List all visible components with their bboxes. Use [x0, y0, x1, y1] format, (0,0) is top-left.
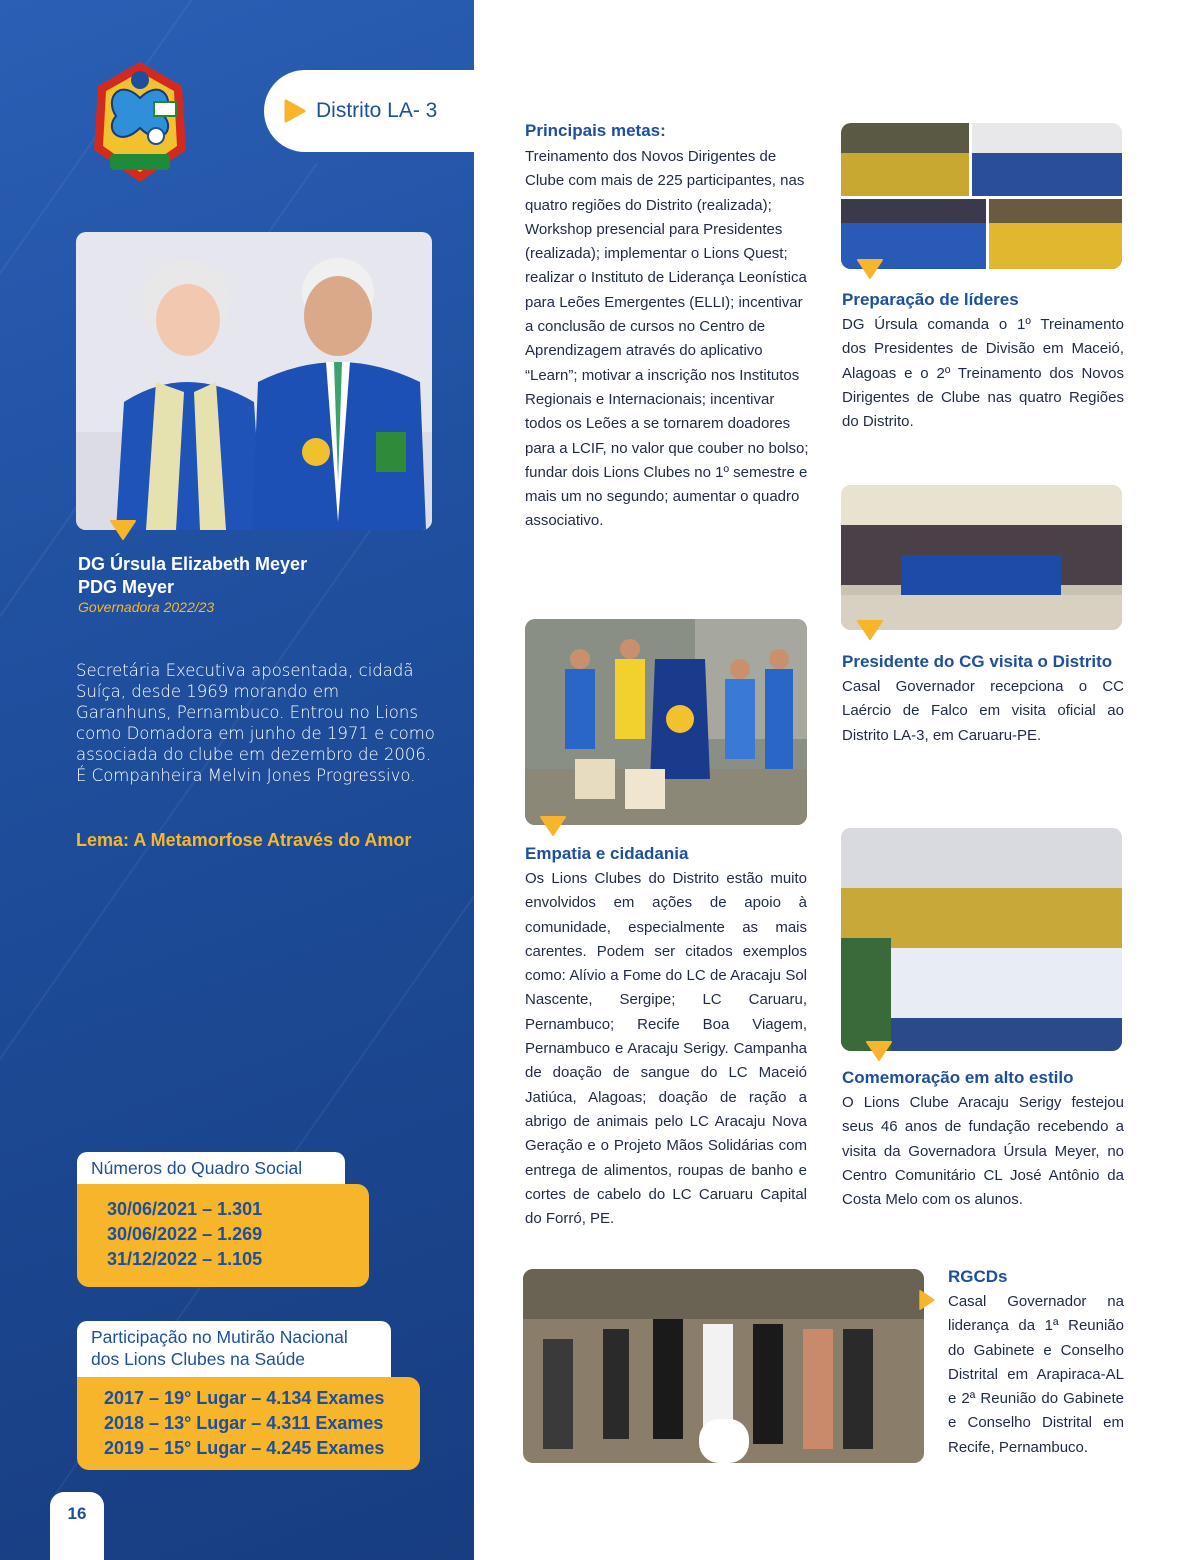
membership-title: Números do Quadro Social — [77, 1152, 345, 1186]
training-photo-collage — [841, 123, 1122, 269]
membership-row: 30/06/2022 – 1.269 — [107, 1224, 263, 1244]
caption-pointer-icon — [540, 816, 566, 836]
rgcds-title: RGCDs — [948, 1267, 1008, 1286]
goals-text: Treinamento dos Novos Dirigentes de Clube com mais de 225 participantes, nas quatro regiões do Distrito (realizada); Workshop presencial para Presidentes (realizada); implementar o Lions Quest; realizar o Instituto de Liderança Leonística para Leões Emergentes (ELLI); incentivar a conclusão de cursos no Centro de Aprendizagem através do aplicativo “Learn”; motivar a inscrição nos Institutos Regionais e Internacionais; incentivar todos os Leões a se tornarem doadores para a LCIF, no valor que couber no bolso; fundar dois Lions Clubes no 1º semestre e mais um no segundo; aumentar o quadro associativo. — [525, 148, 809, 530]
leaders-text: DG Úrsula comanda o 1º Treinamento dos Presidentes de Divisão em Maceió, Alagoas e o 2º Treinamento dos Novos Dirigentes de Clube nas quatro Regiões do Distrito. — [842, 316, 1124, 431]
mutirao-box — [77, 1377, 420, 1470]
membership-box — [77, 1184, 369, 1287]
district-tab — [264, 70, 564, 152]
caption-pointer-icon — [857, 259, 883, 279]
empathy-title: Empatia e cidadania — [525, 844, 689, 863]
celebration-text: O Lions Clube Aracaju Serigy festejou seus 46 anos de fundação recebendo a visita da Governadora Úrsula Meyer, no Centro Comunitário CL José Antônio da Costa Melo com os alunos. — [842, 1094, 1124, 1209]
president-visit-photo — [841, 485, 1122, 630]
play-triangle-icon — [284, 99, 306, 123]
president-title: Presidente do CG visita o Distrito — [842, 652, 1113, 671]
celebration-title: Comemoração em alto estilo — [842, 1068, 1074, 1087]
governor-role: Governadora 2022/23 — [78, 599, 215, 615]
district-label: Distrito LA- 3 — [316, 99, 438, 122]
president-text: Casal Governador recepciona o CC Laércio de Falco em visita oficial ao Distrito LA-3, em Caruaru-PE. — [842, 678, 1124, 744]
leaders-title: Preparação de líderes — [842, 290, 1019, 309]
district-logo — [90, 58, 190, 188]
membership-row: 31/12/2022 – 1.105 — [107, 1249, 263, 1269]
caption-pointer-icon — [857, 620, 883, 640]
mutirao-row: 2018 – 13° Lugar – 4.311 Exames — [104, 1413, 384, 1433]
mutirao-row: 2019 – 15° Lugar – 4.245 Exames — [104, 1438, 385, 1458]
governor-motto: Lema: A Metamorfose Através do Amor — [76, 830, 412, 850]
cabinet-meeting-photo — [523, 1269, 924, 1463]
mutirao-row: 2017 – 19° Lugar – 4.134 Exames — [104, 1388, 385, 1408]
rgcds-text: Casal Governador na liderança da 1ª Reunião do Gabinete e Conselho Distrital em Arapiraca-AL e 2ª Reunião do Gabinete e Conselho Distrital em Recife, Pernambuco. — [948, 1293, 1124, 1456]
caption-pointer-icon — [866, 1041, 892, 1061]
governor-name: DG Úrsula Elizabeth Meyer PDG Meyer — [78, 554, 308, 597]
donation-photo — [525, 619, 807, 825]
caption-pointer-icon — [110, 520, 136, 540]
membership-row: 30/06/2021 – 1.301 — [107, 1199, 263, 1219]
governor-couple-photo — [76, 232, 432, 530]
mutirao-title: Participação no Mutirão Nacional dos Lions Clubes na Saúde — [77, 1321, 391, 1379]
page-number: 16 — [50, 1492, 104, 1560]
empathy-text: Os Lions Clubes do Distrito estão muito envolvidos em ações de apoio à comunidade, especialmente as mais carentes. Podem ser citados exemplos como: Alívio a Fome do LC de Aracaju Sol Nascente, Sergipe; LC Caruaru, Pernambuco; Recife Boa Viagem, Pernambuco e Aracaju Serigy. Campanha de doação de sangue do LC Maceió Jatiúca, Alagoas; doação de ração a abrigo de animais pelo LC Aracaju Nova Geração e o Projeto Mãos Solidárias com entrega de alimentos, roupas de banho e cortes de cabelo do LC Caruaru Capital do Forró, PE. — [525, 870, 807, 1228]
celebration-photo — [841, 828, 1122, 1051]
caption-pointer-icon — [914, 1290, 940, 1310]
goals-title: Principais metas: — [525, 121, 666, 140]
governor-bio: Secretária Executiva aposentada, cidadã Suíça, desde 1969 morando em Garanhuns, Pernambuco. Entrou no Lions como Domadora em junho de 1971 e como associada do clube em dezembro de 2006. É Companheira Melvin Jones Progressivo. — [76, 661, 435, 785]
